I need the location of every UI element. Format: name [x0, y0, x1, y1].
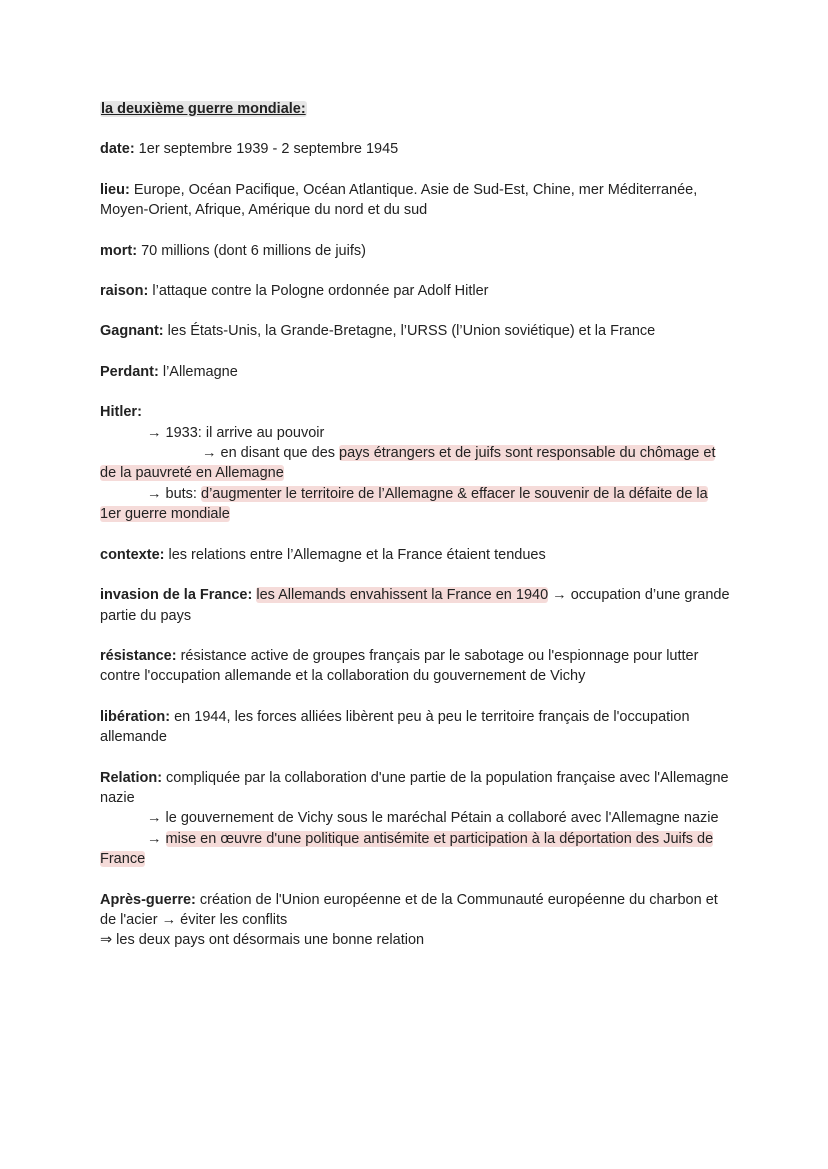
invasion-paragraph — [100, 585, 732, 626]
gagnant-label: Gagnant: — [100, 323, 164, 340]
relation-line-3-highlight: mise en œuvre d'une politique antisémite et participation à la déportation des Juifs de France — [100, 830, 714, 868]
raison-label: raison: — [100, 283, 149, 300]
relation-line-2 — [100, 808, 732, 828]
hitler-line-2-prefix: → en disant que des — [202, 445, 340, 462]
liberation-text: en 1944, les forces alliées libèrent peu à peu le territoire français de l'occupation allemande — [100, 708, 690, 746]
relation-label: Relation: — [100, 769, 163, 786]
hitler-line-2-highlight: pays étrangers et de juifs sont responsable du chômage et de la pauvreté en Allemagne — [100, 445, 716, 482]
perdant-paragraph — [100, 362, 732, 382]
hitler-line-2 — [100, 443, 732, 484]
date-label: date: — [100, 141, 135, 158]
contexte-paragraph — [100, 545, 732, 565]
resistance-label: résistance: — [100, 647, 177, 664]
raison-text: l’attaque contre la Pologne ordonnée par Adolf Hitler — [148, 283, 489, 300]
document-title: la deuxième guerre mondiale: — [101, 101, 306, 117]
apres-guerre-paragraph — [100, 890, 732, 931]
apres-guerre-conclusion: ⇒ les deux pays ont désormais une bonne relation — [100, 932, 425, 949]
mort-text: 70 millions (dont 6 millions de juifs) — [137, 242, 366, 259]
resistance-text: résistance active de groupes français par le sabotage ou l'espionnage pour lutter contre l'occupation allemande et la collaboration du gouvernement de Vichy — [100, 647, 699, 685]
hitler-label: Hitler: — [100, 404, 142, 421]
document-page — [100, 99, 732, 971]
hitler-line-3-prefix: → buts: — [147, 485, 201, 502]
lieu-label: lieu: — [100, 181, 130, 198]
hitler-line-3-highlight: d’augmenter le territoire de l’Allemagne & effacer le souvenir de la défaite de la 1er guerre mondiale — [100, 485, 708, 523]
mort-label: mort: — [100, 242, 138, 259]
relation-line-3 — [100, 829, 732, 870]
perdant-text: l’Allemagne — [158, 363, 238, 380]
liberation-paragraph — [100, 707, 732, 748]
document-title-block — [100, 99, 732, 119]
hitler-section — [100, 402, 732, 524]
relation-paragraph — [100, 768, 732, 809]
relation-line-3-prefix: → — [147, 830, 166, 847]
apres-guerre-section — [100, 890, 732, 951]
contexte-label: contexte: — [100, 546, 165, 563]
gagnant-text: les États-Unis, la Grande-Bretagne, l’URSS (l’Union soviétique) et la France — [163, 323, 656, 340]
gagnant-paragraph — [100, 321, 732, 341]
relation-section — [100, 768, 732, 870]
liberation-label: libération: — [100, 708, 171, 725]
perdant-label: Perdant: — [100, 363, 159, 380]
hitler-line-3 — [100, 484, 732, 525]
mort-paragraph — [100, 241, 732, 261]
resistance-paragraph — [100, 646, 732, 687]
hitler-line-1: → 1933: il arrive au pouvoir — [147, 424, 325, 441]
raison-paragraph — [100, 281, 732, 301]
invasion-text: → occupation d’une grande partie du pays — [100, 587, 730, 624]
apres-guerre-label: Après-guerre: — [100, 891, 196, 908]
date-paragraph — [100, 139, 732, 159]
invasion-highlight: les Allemands envahissent la France en 1940 — [256, 587, 549, 604]
lieu-paragraph — [100, 180, 732, 221]
invasion-label: invasion de la France: — [100, 587, 253, 604]
relation-text: compliquée par la collaboration d'une partie de la population française avec l'Allemagne nazie — [100, 769, 729, 806]
apres-guerre-text: création de l'Union européenne et de la Communauté européenne du charbon et de l'acier → éviter les conflits — [100, 891, 718, 928]
contexte-text: les relations entre l’Allemagne et la France étaient tendues — [164, 546, 546, 563]
relation-line-2-text: → le gouvernement de Vichy sous le maréchal Pétain a collaboré avec l'Allemagne nazie — [147, 810, 719, 827]
lieu-text: Europe, Océan Pacifique, Océan Atlantique. Asie de Sud-Est, Chine, mer Méditerranée, Moyen-Orient, Afrique, Amérique du nord et du sud — [100, 181, 698, 219]
date-text: 1er septembre 1939 - 2 septembre 1945 — [134, 141, 399, 158]
